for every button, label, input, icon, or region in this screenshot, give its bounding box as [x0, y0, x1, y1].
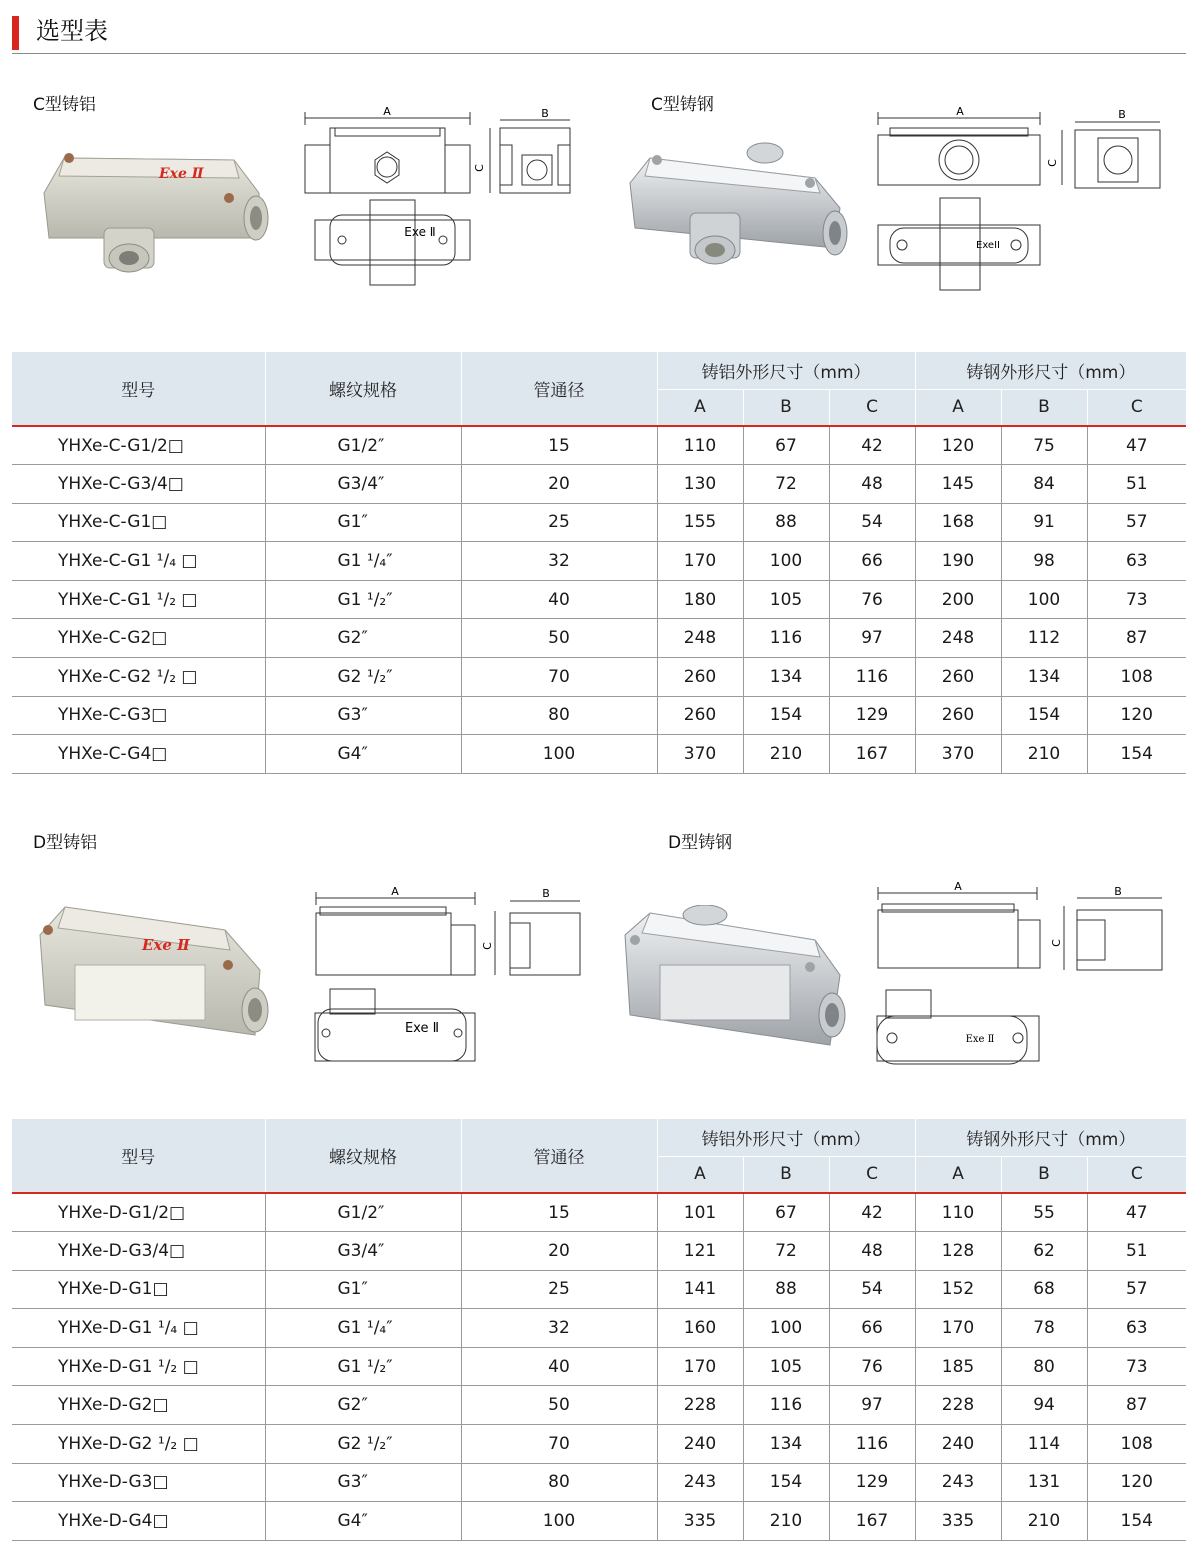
cell-model: YHXe-D-G3/4□: [12, 1232, 265, 1271]
cell-thread: G4″: [265, 735, 461, 774]
cell-st-c: 108: [1087, 1425, 1186, 1464]
cell-bore: 25: [461, 503, 657, 542]
table-row: [12, 1386, 1186, 1425]
cell-st-c: 87: [1087, 1386, 1186, 1425]
c-col-st-c-header: C: [1087, 389, 1186, 426]
cell-st-c: 57: [1087, 503, 1186, 542]
cell-thread: G2″: [265, 619, 461, 658]
cell-st-c: 63: [1087, 542, 1186, 581]
table-row: [12, 465, 1186, 504]
cell-thread: G1 ¹/₂″: [265, 580, 461, 619]
cell-al-b: 134: [743, 658, 829, 697]
cell-st-c: 47: [1087, 426, 1186, 465]
cell-st-a: 110: [915, 1193, 1001, 1232]
cell-st-b: 78: [1001, 1309, 1087, 1348]
cell-model: YHXe-D-G4□: [12, 1502, 265, 1541]
cell-st-a: 370: [915, 735, 1001, 774]
cell-st-b: 68: [1001, 1270, 1087, 1309]
cell-al-a: 170: [657, 1347, 743, 1386]
cell-bore: 70: [461, 1425, 657, 1464]
cell-thread: G3″: [265, 696, 461, 735]
c-col-bore-header: 管通径: [461, 352, 657, 426]
caption-c-steel: C型铸钢: [651, 95, 714, 115]
cell-model: YHXe-C-G3/4□: [12, 465, 265, 504]
cell-st-a: 228: [915, 1386, 1001, 1425]
cell-bore: 100: [461, 735, 657, 774]
d-col-al-c-header: C: [829, 1156, 915, 1193]
d-col-al-b-header: B: [743, 1156, 829, 1193]
cell-st-a: 243: [915, 1463, 1001, 1502]
c-steel-photo: [625, 138, 855, 278]
cell-al-a: 160: [657, 1309, 743, 1348]
cell-model: YHXe-D-G1□: [12, 1270, 265, 1309]
cell-al-b: 72: [743, 465, 829, 504]
table-row: [12, 1347, 1186, 1386]
cell-al-b: 88: [743, 503, 829, 542]
cell-al-c: 97: [829, 619, 915, 658]
c-col-aluminum-group-header: 铸铝外形尺寸（mm）: [657, 352, 915, 389]
table-row: [12, 1463, 1186, 1502]
cell-al-a: 248: [657, 619, 743, 658]
d-spec-table: [12, 1119, 1186, 1541]
table-row: [12, 1232, 1186, 1271]
cell-bore: 100: [461, 1502, 657, 1541]
cell-bore: 32: [461, 1309, 657, 1348]
cell-st-b: 100: [1001, 580, 1087, 619]
cell-thread: G3″: [265, 1463, 461, 1502]
cell-al-c: 42: [829, 426, 915, 465]
c-steel-dim-b: B: [1118, 108, 1126, 121]
c-col-st-a-header: A: [915, 389, 1001, 426]
d-aluminum-dim-b: B: [542, 887, 550, 900]
cell-model: YHXe-C-G1 ¹/₂ □: [12, 580, 265, 619]
d-aluminum-dim-c: C: [481, 942, 494, 950]
cell-al-c: 66: [829, 1309, 915, 1348]
cell-st-c: 47: [1087, 1193, 1186, 1232]
d-col-steel-group-header: 铸钢外形尺寸（mm）: [915, 1119, 1186, 1156]
d-table-body: [12, 1193, 1186, 1540]
caption-c-aluminum: C型铸铝: [33, 95, 96, 115]
d-steel-dim-b: B: [1114, 885, 1122, 898]
d-aluminum-dim-a: A: [391, 885, 399, 898]
cell-thread: G2 ¹/₂″: [265, 1425, 461, 1464]
cell-bore: 50: [461, 619, 657, 658]
cell-al-b: 88: [743, 1270, 829, 1309]
cell-model: YHXe-C-G1/2□: [12, 426, 265, 465]
cell-thread: G1 ¹/₄″: [265, 542, 461, 581]
cell-model: YHXe-D-G3□: [12, 1463, 265, 1502]
cell-al-c: 76: [829, 580, 915, 619]
c-col-al-b-header: B: [743, 389, 829, 426]
d-col-st-a-header: A: [915, 1156, 1001, 1193]
table-row: [12, 426, 1186, 465]
cell-al-a: 260: [657, 658, 743, 697]
c-steel-drawing: [870, 100, 1170, 295]
cell-al-a: 260: [657, 696, 743, 735]
d-col-al-a-header: A: [657, 1156, 743, 1193]
cell-st-a: 152: [915, 1270, 1001, 1309]
d-steel-dim-a: A: [954, 880, 962, 893]
d-col-st-b-header: B: [1001, 1156, 1087, 1193]
cell-st-b: 55: [1001, 1193, 1087, 1232]
cell-al-a: 243: [657, 1463, 743, 1502]
table-row: [12, 1425, 1186, 1464]
cell-model: YHXe-D-G2 ¹/₂ □: [12, 1425, 265, 1464]
c-spec-table: [12, 352, 1186, 774]
table-row: [12, 1309, 1186, 1348]
cell-thread: G1/2″: [265, 1193, 461, 1232]
c-steel-plate: ExeII: [976, 240, 1000, 251]
cell-al-b: 100: [743, 1309, 829, 1348]
table-row: [12, 503, 1186, 542]
cell-al-b: 100: [743, 542, 829, 581]
d-steel-plate: Exe Ⅱ: [965, 1034, 995, 1045]
d-col-model-header: 型号: [12, 1119, 265, 1193]
cell-thread: G3/4″: [265, 1232, 461, 1271]
table-row: [12, 735, 1186, 774]
cell-al-a: 180: [657, 580, 743, 619]
cell-al-c: 48: [829, 465, 915, 504]
caption-d-aluminum: D型铸铝: [33, 833, 98, 853]
cell-thread: G1″: [265, 1270, 461, 1309]
cell-bore: 15: [461, 1193, 657, 1232]
cell-st-b: 210: [1001, 735, 1087, 774]
cell-st-a: 185: [915, 1347, 1001, 1386]
c-col-steel-group-header: 铸钢外形尺寸（mm）: [915, 352, 1186, 389]
cell-st-b: 210: [1001, 1502, 1087, 1541]
cell-al-a: 101: [657, 1193, 743, 1232]
c-aluminum-drawing: [300, 100, 590, 290]
cell-al-b: 210: [743, 735, 829, 774]
cell-thread: G2 ¹/₂″: [265, 658, 461, 697]
cell-st-b: 154: [1001, 696, 1087, 735]
cell-al-b: 105: [743, 580, 829, 619]
c-col-st-b-header: B: [1001, 389, 1087, 426]
cell-st-b: 98: [1001, 542, 1087, 581]
c-aluminum-photo-mark: Exe Ⅱ: [159, 166, 204, 182]
cell-model: YHXe-C-G2□: [12, 619, 265, 658]
cell-al-a: 155: [657, 503, 743, 542]
cell-bore: 80: [461, 696, 657, 735]
cell-st-a: 170: [915, 1309, 1001, 1348]
cell-al-b: 116: [743, 1386, 829, 1425]
cell-bore: 40: [461, 1347, 657, 1386]
cell-model: YHXe-D-G1 ¹/₄ □: [12, 1309, 265, 1348]
cell-st-a: 240: [915, 1425, 1001, 1464]
cell-al-c: 97: [829, 1386, 915, 1425]
cell-thread: G4″: [265, 1502, 461, 1541]
cell-al-c: 42: [829, 1193, 915, 1232]
cell-st-c: 73: [1087, 1347, 1186, 1386]
cell-st-c: 120: [1087, 1463, 1186, 1502]
cell-al-c: 116: [829, 1425, 915, 1464]
cell-st-c: 63: [1087, 1309, 1186, 1348]
cell-st-b: 134: [1001, 658, 1087, 697]
caption-d-steel: D型铸钢: [668, 833, 733, 853]
cell-al-b: 134: [743, 1425, 829, 1464]
cell-al-a: 121: [657, 1232, 743, 1271]
cell-bore: 32: [461, 542, 657, 581]
cell-st-c: 108: [1087, 658, 1186, 697]
cell-model: YHXe-C-G1□: [12, 503, 265, 542]
cell-st-c: 51: [1087, 465, 1186, 504]
cell-thread: G1 ¹/₂″: [265, 1347, 461, 1386]
table-row: [12, 542, 1186, 581]
cell-al-c: 167: [829, 735, 915, 774]
cell-model: YHXe-C-G2 ¹/₂ □: [12, 658, 265, 697]
cell-st-c: 73: [1087, 580, 1186, 619]
cell-model: YHXe-C-G1 ¹/₄ □: [12, 542, 265, 581]
c-steel-dim-c: C: [1046, 159, 1059, 167]
cell-st-b: 112: [1001, 619, 1087, 658]
cell-st-c: 57: [1087, 1270, 1186, 1309]
c-aluminum-dim-a: A: [383, 105, 391, 118]
cell-st-a: 168: [915, 503, 1001, 542]
cell-al-c: 54: [829, 1270, 915, 1309]
cell-al-a: 228: [657, 1386, 743, 1425]
cell-st-a: 200: [915, 580, 1001, 619]
page-title: 选型表: [36, 17, 108, 45]
cell-st-a: 335: [915, 1502, 1001, 1541]
cell-al-b: 67: [743, 1193, 829, 1232]
c-aluminum-photo: [34, 138, 274, 278]
cell-al-a: 335: [657, 1502, 743, 1541]
cell-al-b: 72: [743, 1232, 829, 1271]
cell-bore: 20: [461, 465, 657, 504]
cell-al-b: 105: [743, 1347, 829, 1386]
cell-al-c: 76: [829, 1347, 915, 1386]
cell-st-c: 154: [1087, 1502, 1186, 1541]
d-aluminum-photo: [30, 895, 270, 1050]
cell-st-c: 154: [1087, 735, 1186, 774]
c-col-al-c-header: C: [829, 389, 915, 426]
cell-al-b: 67: [743, 426, 829, 465]
cell-st-a: 145: [915, 465, 1001, 504]
d-col-thread-header: 螺纹规格: [265, 1119, 461, 1193]
cell-thread: G2″: [265, 1386, 461, 1425]
cell-st-b: 80: [1001, 1347, 1087, 1386]
table-row: [12, 696, 1186, 735]
cell-bore: 70: [461, 658, 657, 697]
d-steel-photo: [620, 905, 850, 1055]
cell-st-b: 75: [1001, 426, 1087, 465]
cell-al-b: 154: [743, 1463, 829, 1502]
cell-bore: 25: [461, 1270, 657, 1309]
cell-thread: G3/4″: [265, 465, 461, 504]
cell-st-b: 94: [1001, 1386, 1087, 1425]
table-row: [12, 1270, 1186, 1309]
cell-model: YHXe-D-G1/2□: [12, 1193, 265, 1232]
cell-thread: G1 ¹/₄″: [265, 1309, 461, 1348]
d-aluminum-plate: Exe Ⅱ: [404, 1021, 440, 1036]
d-aluminum-photo-mark: Exe Ⅱ: [142, 936, 190, 954]
cell-model: YHXe-C-G4□: [12, 735, 265, 774]
d-steel-dim-c: C: [1050, 939, 1063, 947]
cell-st-c: 87: [1087, 619, 1186, 658]
cell-al-c: 129: [829, 1463, 915, 1502]
cell-st-a: 128: [915, 1232, 1001, 1271]
c-aluminum-dim-c: C: [473, 164, 486, 172]
c-col-thread-header: 螺纹规格: [265, 352, 461, 426]
d-col-bore-header: 管通径: [461, 1119, 657, 1193]
cell-st-a: 260: [915, 658, 1001, 697]
cell-st-a: 190: [915, 542, 1001, 581]
c-col-al-a-header: A: [657, 389, 743, 426]
table-row: [12, 1193, 1186, 1232]
cell-model: YHXe-D-G1 ¹/₂ □: [12, 1347, 265, 1386]
cell-al-a: 370: [657, 735, 743, 774]
cell-bore: 20: [461, 1232, 657, 1271]
c-aluminum-dim-b: B: [541, 107, 549, 120]
cell-bore: 40: [461, 580, 657, 619]
cell-al-b: 116: [743, 619, 829, 658]
cell-st-a: 260: [915, 696, 1001, 735]
cell-al-c: 116: [829, 658, 915, 697]
cell-st-b: 91: [1001, 503, 1087, 542]
cell-bore: 80: [461, 1463, 657, 1502]
c-steel-dim-a: A: [956, 105, 964, 118]
c-aluminum-plate: Exe Ⅱ: [404, 225, 436, 239]
cell-al-a: 170: [657, 542, 743, 581]
cell-st-a: 248: [915, 619, 1001, 658]
cell-al-c: 129: [829, 696, 915, 735]
cell-bore: 15: [461, 426, 657, 465]
cell-thread: G1/2″: [265, 426, 461, 465]
cell-model: YHXe-C-G3□: [12, 696, 265, 735]
cell-al-c: 66: [829, 542, 915, 581]
cell-st-b: 114: [1001, 1425, 1087, 1464]
cell-st-b: 131: [1001, 1463, 1087, 1502]
table-row: [12, 1502, 1186, 1541]
d-aluminum-drawing: [310, 883, 590, 1068]
d-steel-drawing: [872, 878, 1172, 1068]
d-col-aluminum-group-header: 铸铝外形尺寸（mm）: [657, 1119, 915, 1156]
cell-al-a: 110: [657, 426, 743, 465]
cell-st-b: 84: [1001, 465, 1087, 504]
table-row: [12, 658, 1186, 697]
cell-st-b: 62: [1001, 1232, 1087, 1271]
cell-al-b: 210: [743, 1502, 829, 1541]
section-header: [12, 14, 1186, 54]
cell-st-c: 51: [1087, 1232, 1186, 1271]
cell-al-b: 154: [743, 696, 829, 735]
d-col-st-c-header: C: [1087, 1156, 1186, 1193]
table-row: [12, 619, 1186, 658]
cell-al-c: 167: [829, 1502, 915, 1541]
cell-bore: 50: [461, 1386, 657, 1425]
table-row: [12, 580, 1186, 619]
cell-al-a: 130: [657, 465, 743, 504]
cell-st-a: 120: [915, 426, 1001, 465]
cell-thread: G1″: [265, 503, 461, 542]
accent-bar: [12, 16, 19, 50]
c-table-body: [12, 426, 1186, 773]
cell-st-c: 120: [1087, 696, 1186, 735]
cell-al-c: 54: [829, 503, 915, 542]
cell-al-a: 141: [657, 1270, 743, 1309]
cell-model: YHXe-D-G2□: [12, 1386, 265, 1425]
c-col-model-header: 型号: [12, 352, 265, 426]
cell-al-a: 240: [657, 1425, 743, 1464]
cell-al-c: 48: [829, 1232, 915, 1271]
